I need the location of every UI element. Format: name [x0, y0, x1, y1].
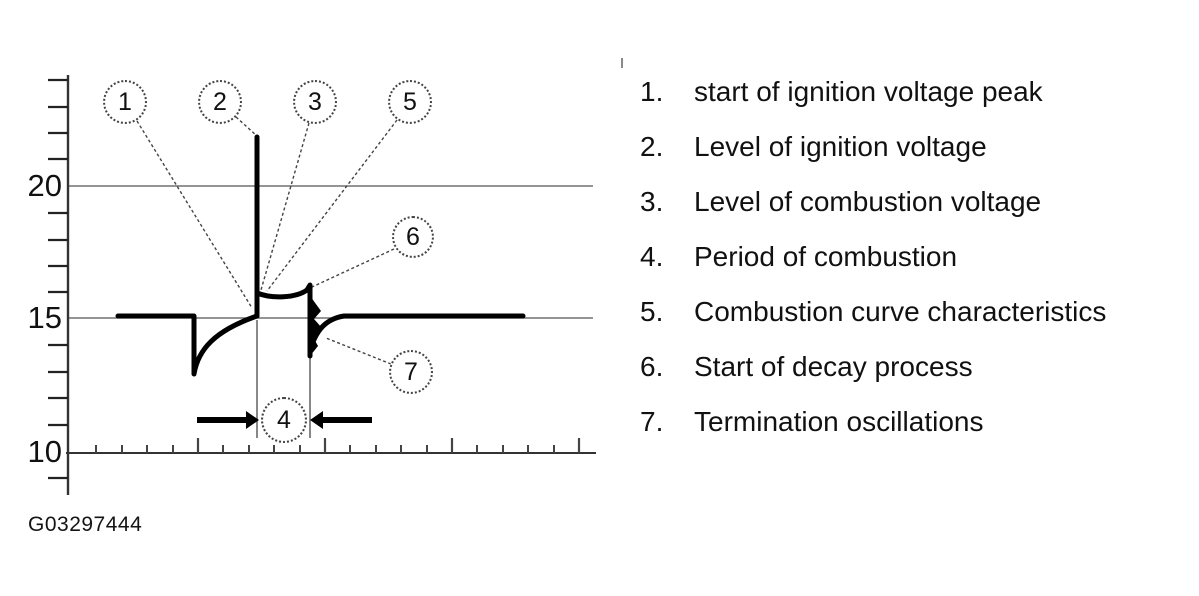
legend-item-3	[640, 174, 1106, 229]
y-axis-label-20: 20	[27, 168, 62, 203]
legend-item-7	[640, 394, 1106, 449]
leader-5	[267, 120, 397, 291]
legend-item-1	[640, 64, 1106, 119]
legend-item-label: start of ignition voltage peak	[694, 75, 1043, 107]
legend-item-number: 1.	[640, 75, 664, 107]
x-axis-major-ticks	[198, 438, 579, 453]
x-axis	[66, 438, 596, 453]
y-axis-ticks	[48, 80, 68, 478]
legend-item-label: Termination oscillations	[694, 405, 984, 437]
leader-6	[312, 249, 394, 287]
y-axis-label-10: 10	[27, 434, 62, 469]
decay-recovery-curve	[310, 316, 523, 350]
ignition-waveform	[118, 137, 523, 374]
callout-circle-6: 6	[392, 216, 434, 258]
legend-item-number: 4.	[640, 240, 664, 272]
dwell-and-rise-curve	[118, 316, 257, 374]
legend-item-label: Start of decay process	[694, 350, 973, 382]
legend-item-number: 6.	[640, 350, 664, 382]
combustion-plateau	[257, 285, 310, 356]
legend-item-label: Level of ignition voltage	[694, 130, 987, 162]
y-axis-label-15: 15	[27, 300, 62, 335]
callout-circle-3: 3	[293, 80, 337, 124]
y-axis	[48, 75, 68, 495]
callout-circle-5: 5	[388, 80, 432, 124]
legend-item-5	[640, 284, 1106, 339]
arrowhead-left-icon	[310, 411, 323, 429]
legend-item-number: 3.	[640, 185, 664, 217]
leader-3	[261, 123, 309, 290]
callout-leader-lines	[137, 117, 397, 364]
callout-circle-7: 7	[389, 350, 433, 394]
figure-id: G03297444	[28, 513, 143, 536]
leader-1	[137, 121, 252, 308]
legend-item-6	[640, 339, 1106, 394]
callout-circle-2: 2	[198, 80, 242, 124]
callout-circle-1: 1	[103, 80, 147, 124]
termination-oscillations-shape	[310, 294, 322, 356]
legend-item-label: Combustion curve characteristics	[694, 295, 1107, 327]
callout-circle-4: 4	[261, 397, 307, 443]
legend-item-number: 7.	[640, 405, 664, 437]
legend-item-number: 2.	[640, 130, 664, 162]
leader-7	[326, 338, 391, 364]
leader-2	[236, 117, 257, 136]
stray-mark	[621, 58, 623, 68]
legend-item-label: Level of combustion voltage	[694, 185, 1042, 217]
gridlines	[68, 186, 593, 318]
legend-list	[640, 64, 1106, 449]
legend-item-number: 5.	[640, 295, 664, 327]
legend-item-label: Period of combustion	[694, 240, 958, 272]
legend-item-2	[640, 119, 1106, 174]
legend-item-4	[640, 229, 1106, 284]
